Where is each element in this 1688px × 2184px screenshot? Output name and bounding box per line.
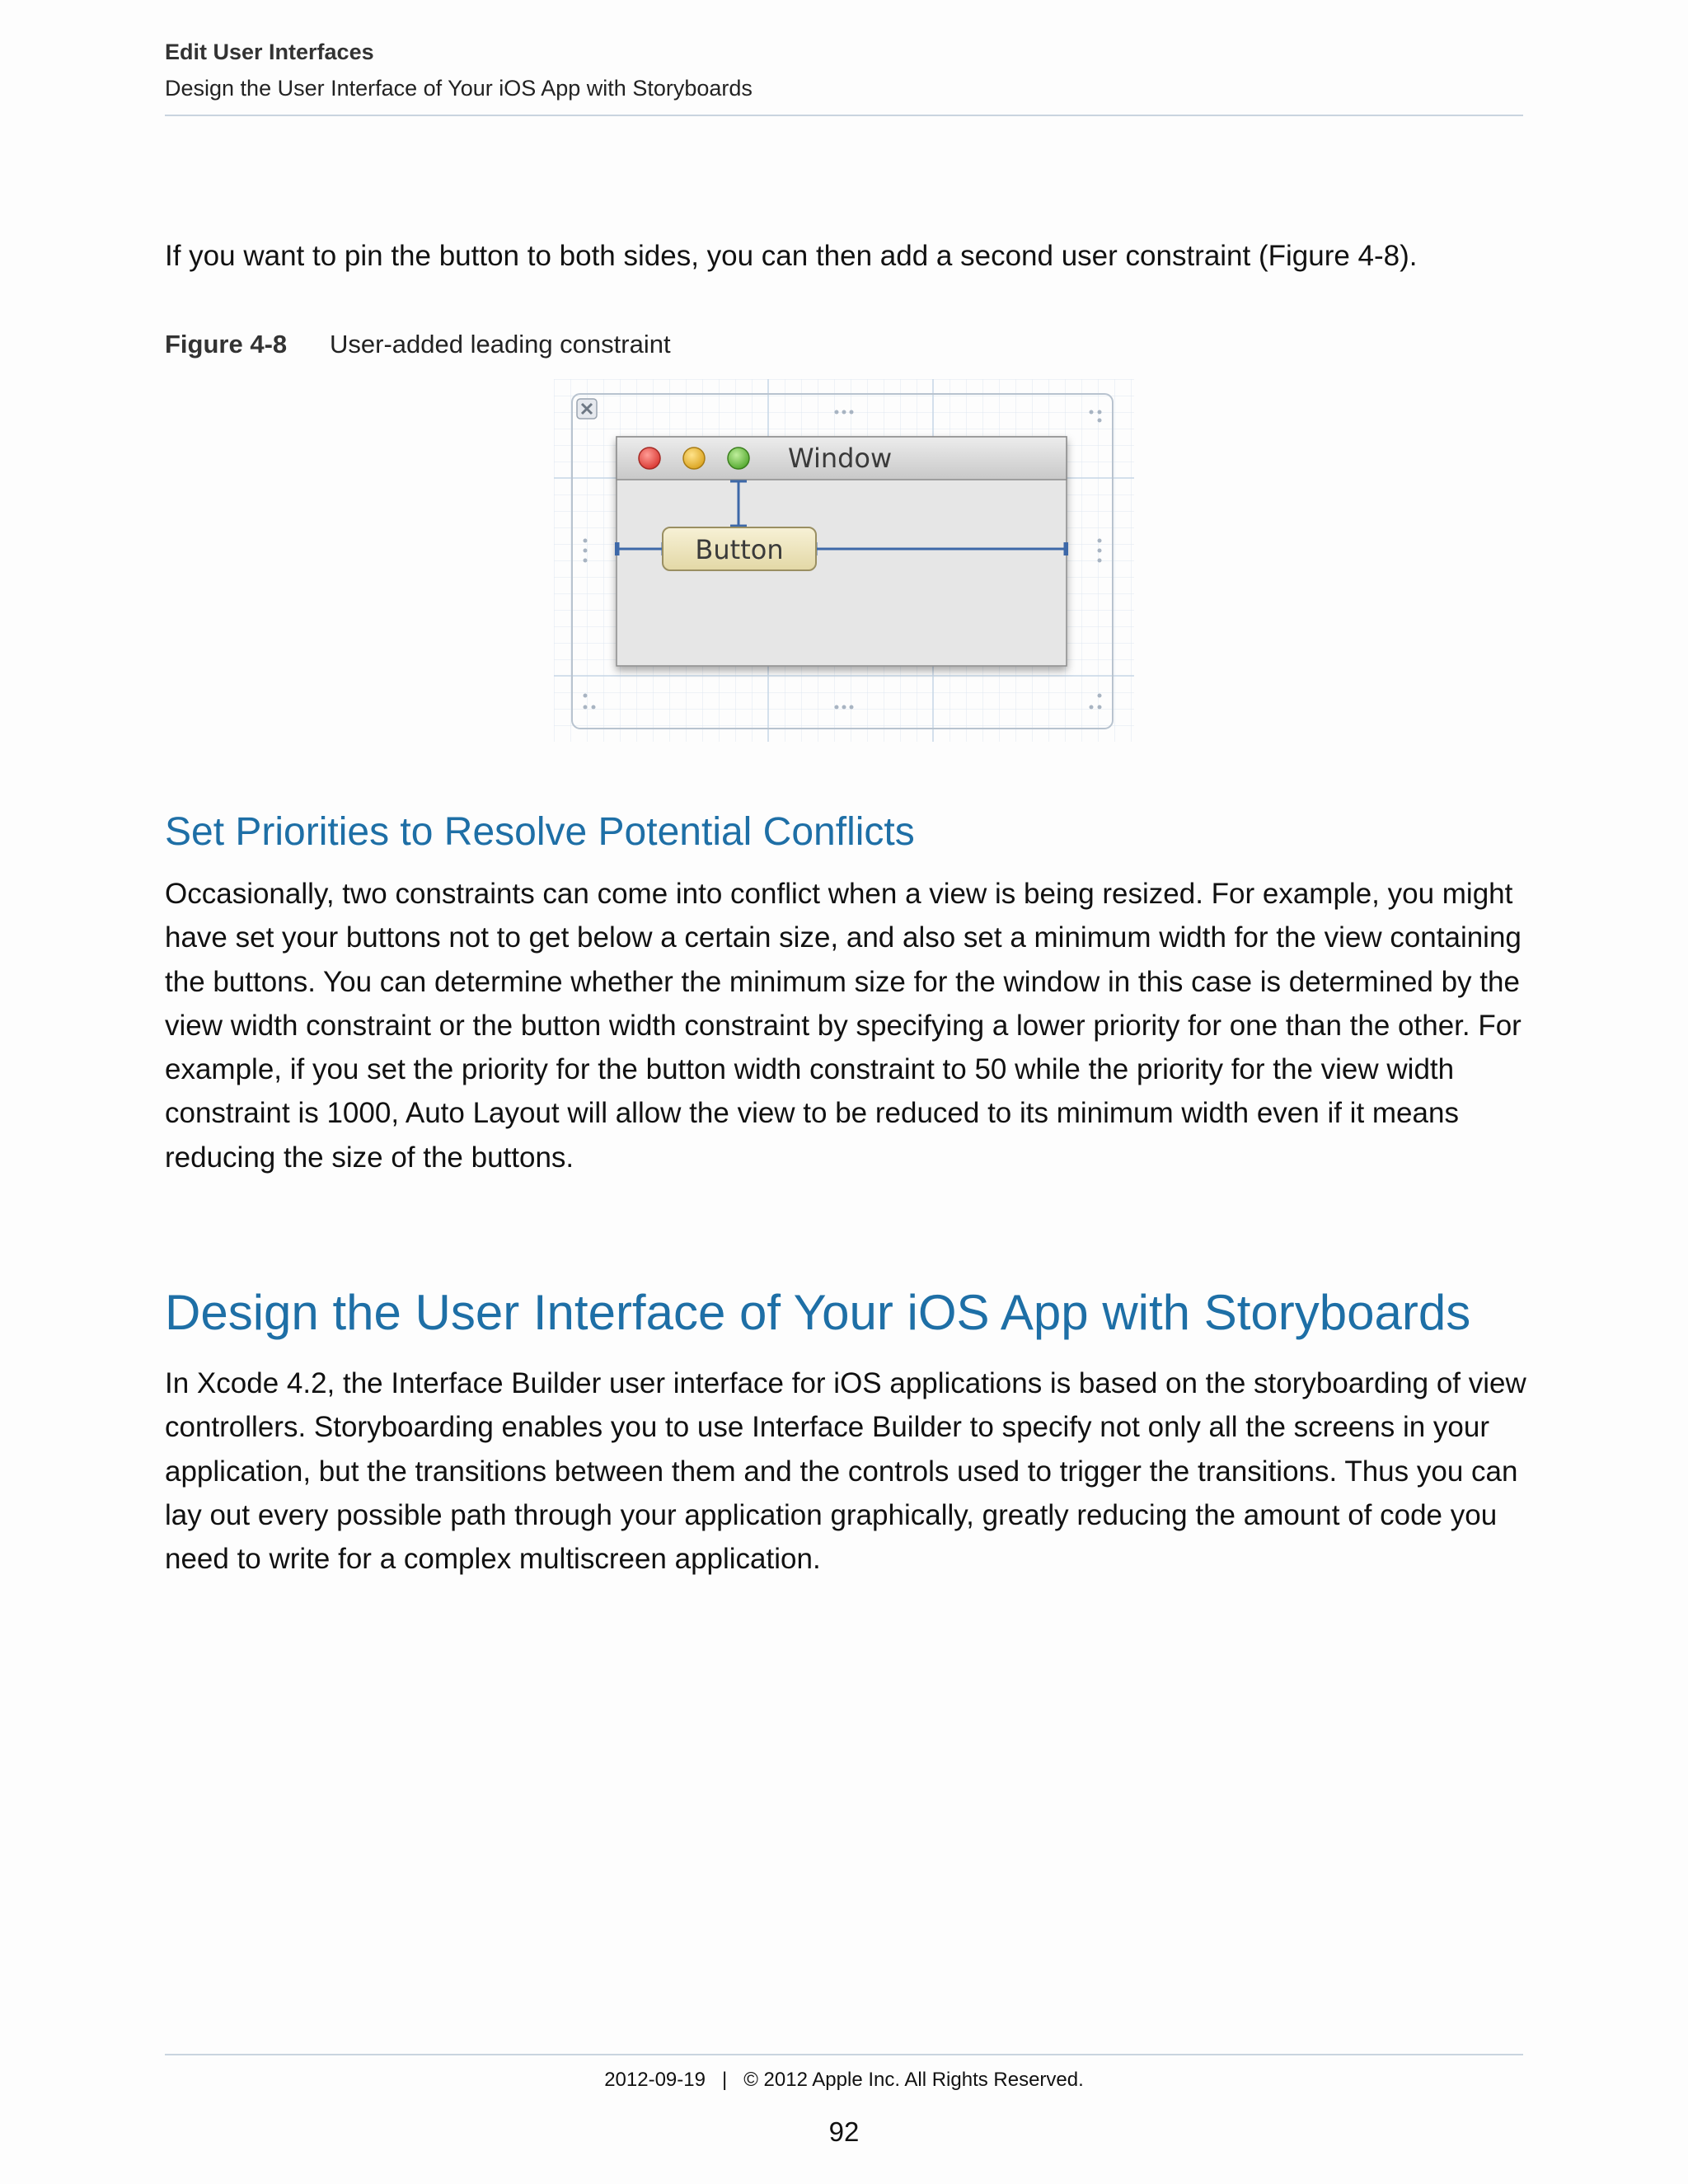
section-body-storyboards: In Xcode 4.2, the Interface Builder user interface for iOS applications is based on the storyboarding of view controllers. Storyboarding enables you to use Interface Builder to specify not only all the screens in your application, but the transitions between them and the controls used to trigger the transitions. Thus you can lay out every possible path through your application graphically, greatly reducing the amount of code you need to write for a complex multiscreen application.	[165, 1367, 1526, 1576]
close-box-icon	[577, 399, 597, 419]
page-number: 92	[828, 2116, 860, 2147]
figure-constraint-diagram	[554, 379, 1134, 742]
header-chapter-title: Edit User Interfaces	[165, 40, 374, 64]
section-heading-storyboards: Design the User Interface of Your iOS App with Storyboards	[165, 1285, 1471, 1340]
sample-button-label: Button	[695, 534, 784, 565]
figure-number: Figure 4-8	[165, 330, 288, 359]
intro-paragraph: If you want to pin the button to both sides, you can then add a second user constraint (Figure 4-8).	[165, 240, 1418, 272]
header-divider	[165, 115, 1523, 116]
window-zoom-icon	[728, 448, 749, 469]
footer-divider	[165, 2054, 1523, 2055]
window-close-icon	[639, 448, 660, 469]
window-title: Window	[788, 443, 893, 474]
footer-info	[0, 2069, 1688, 2092]
section-body-priorities: Occasionally, two constraints can come into conflict when a view is being resized. For example, you might have set your buttons not to get below a certain size, and also set a minimum width for the view containing the buttons. You can determine whether the minimum size for the window in this case is determined by the view width constraint or the button width constraint by specifying a lower priority for one than the other. For example, if you set the priority for the button width constraint to 50 while the priority for the view width constraint is 1000, Auto Layout will allow the view to be reduced to its minimum width even if it means reducing the size of the buttons.	[165, 878, 1522, 1174]
header-section-title: Design the User Interface of Your iOS App with Storyboards	[165, 76, 753, 101]
section-heading-priorities: Set Priorities to Resolve Potential Conflicts	[165, 810, 915, 854]
figure-caption: User-added leading constraint	[330, 330, 671, 359]
footer-copyright: © 2012 Apple Inc. All Rights Reserved.	[743, 2069, 1084, 2091]
footer-date: 2012-09-19	[604, 2069, 706, 2091]
footer-separator: |	[721, 2069, 728, 2091]
window-minimize-icon	[683, 448, 705, 469]
